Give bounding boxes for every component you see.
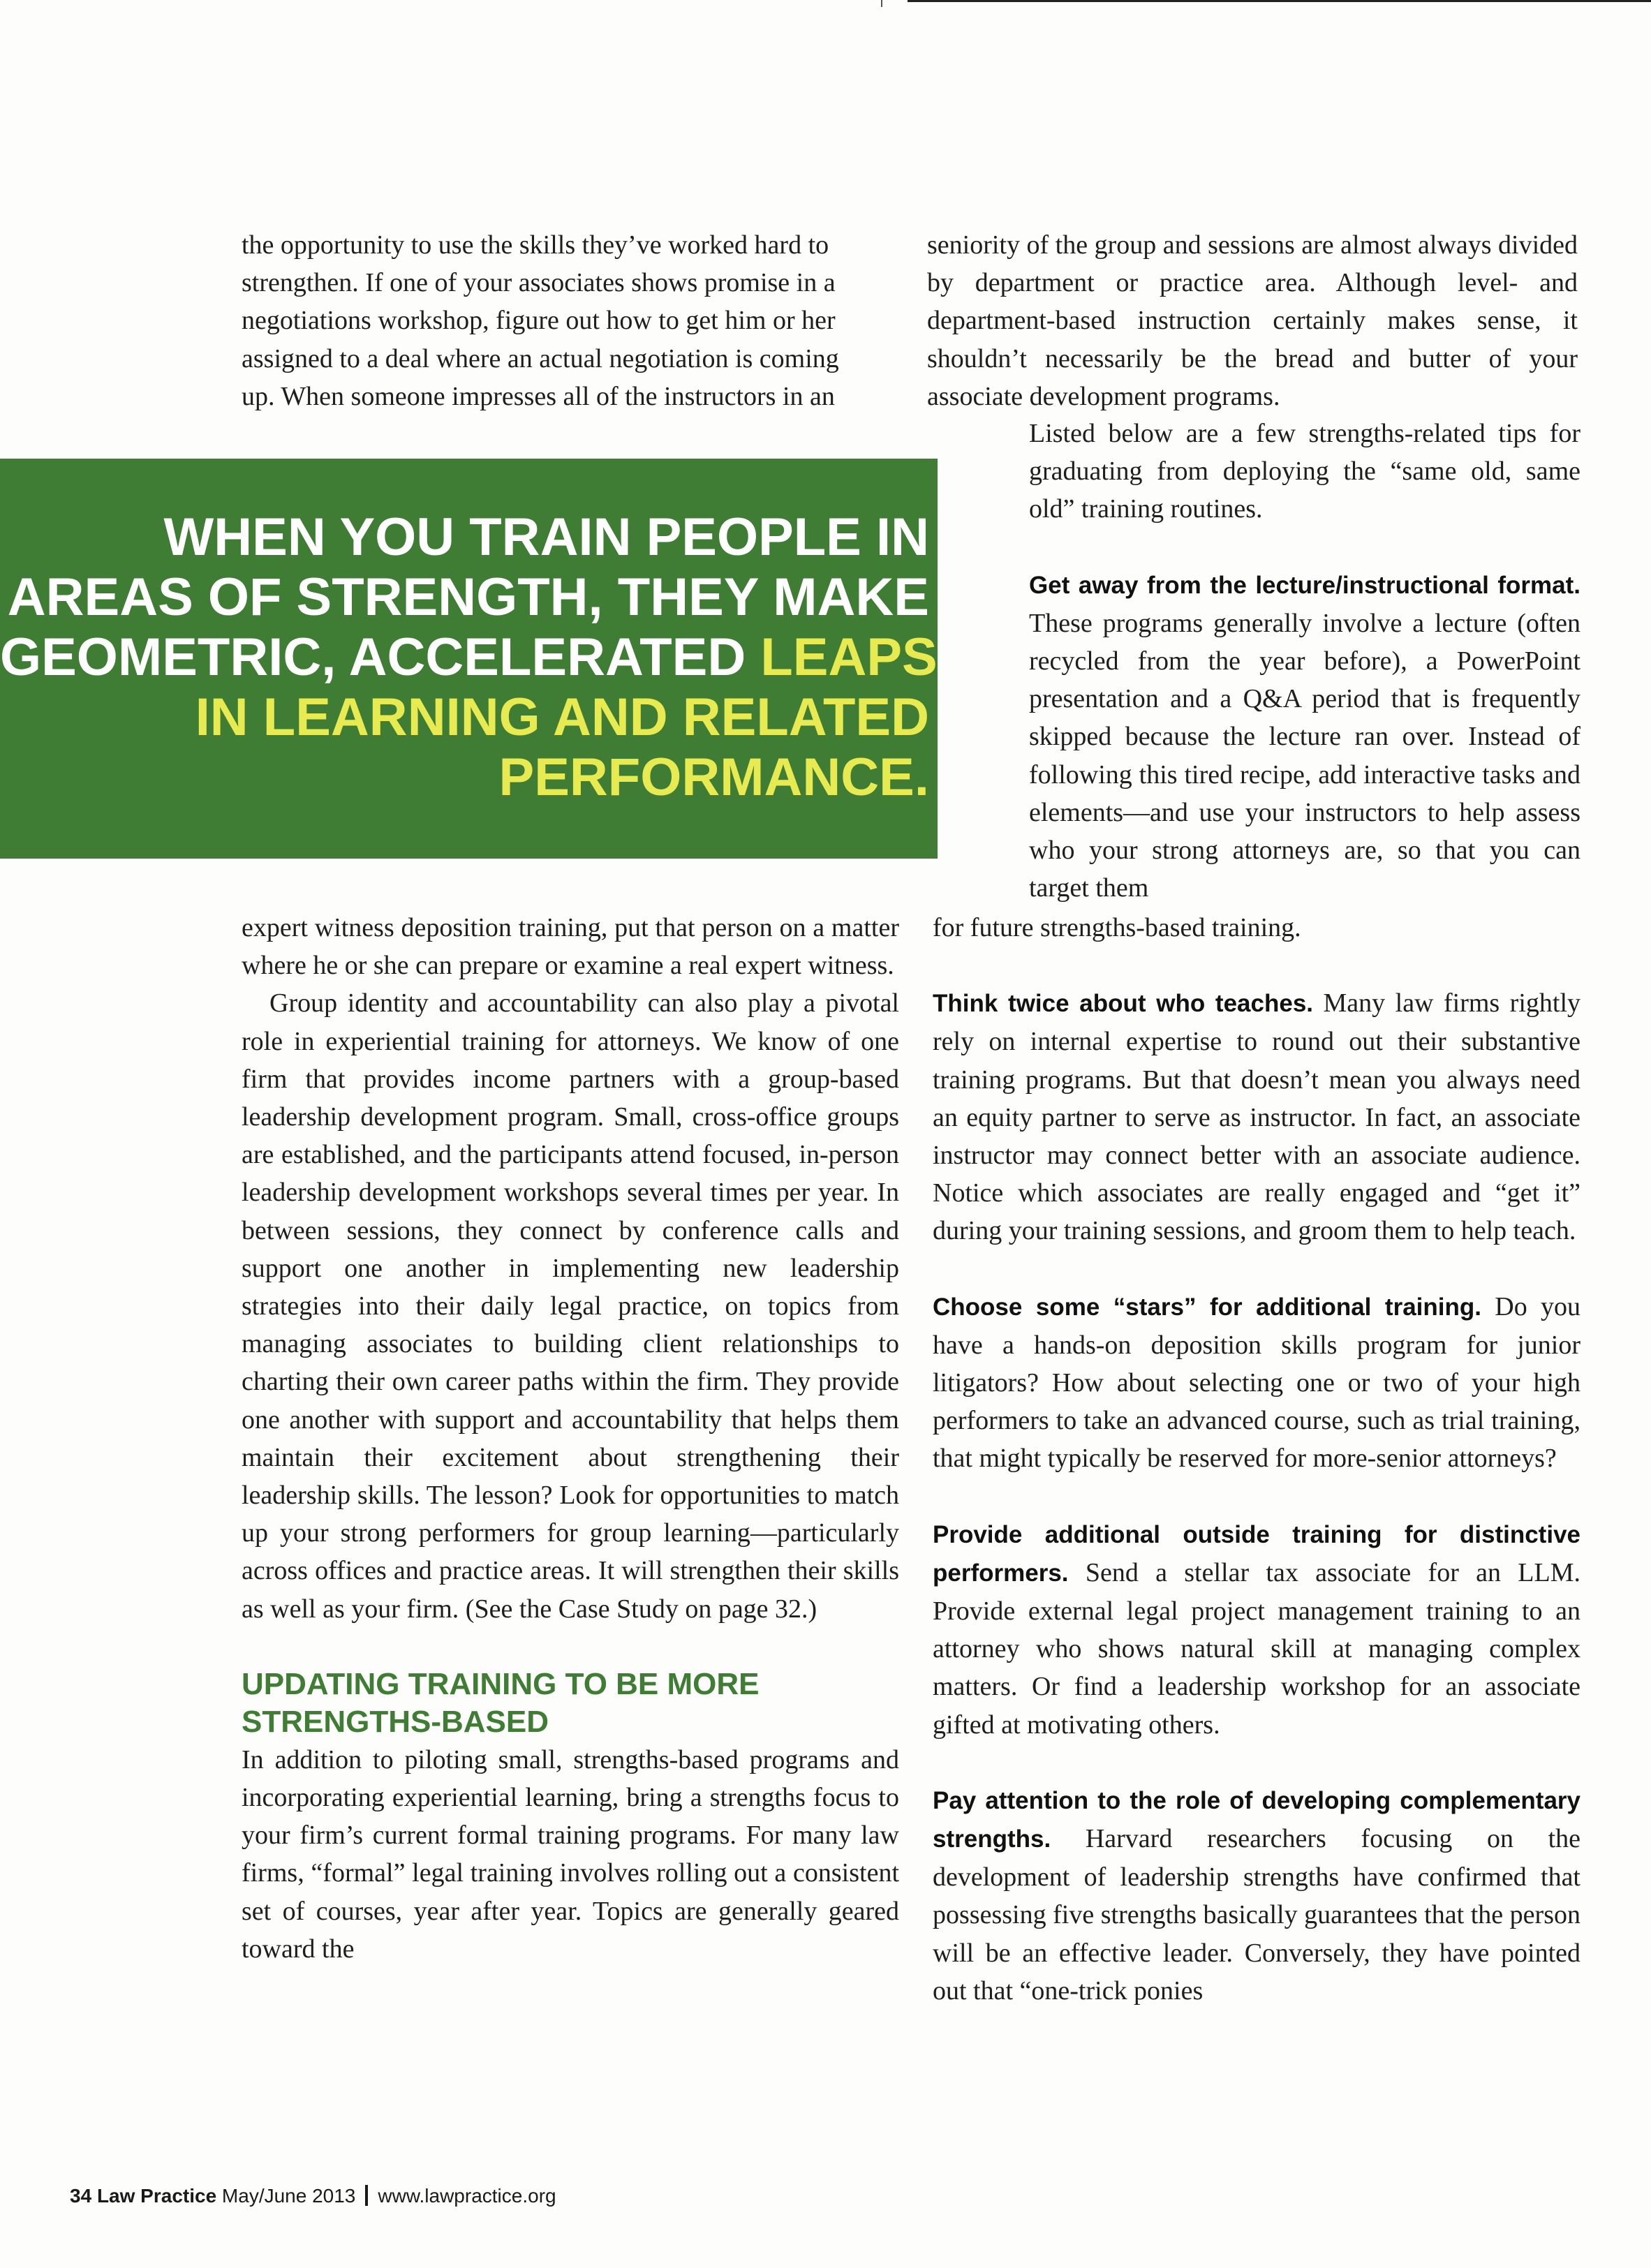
top-rule <box>908 0 1651 2</box>
right-column-body <box>933 909 1580 2010</box>
pull-quote-highlight: IN LEARNING AND RELATED <box>195 688 929 747</box>
section-heading-line: UPDATING TRAINING TO BE MORE <box>242 1666 760 1701</box>
issue-date: May/June 2013 <box>221 2185 356 2207</box>
tip-paragraph <box>933 984 1580 1250</box>
tip-body: Harvard researchers focusing on the development of leadership strengths have confirmed that possessing five strengths basically guarantees that the person will be an effective leader. Conversely, they have pointed out that “one-trick ponies <box>933 1824 1580 2006</box>
tip-body: These programs generally involve a lecture (often recycled from the year before), a PowerPoint presentation and a Q&A period that is frequently skipped because the lecture ran over. Instead of following this tired recipe, add interactive tasks and elements—and use your instructors to help assess who your strong attorneys are, so that you can target them <box>1029 608 1580 903</box>
body-paragraph: Group identity and accountability can also play a pivotal role in experiential training for attorneys. We know of one firm that provides income partners with a group-based leadership development program. Small, cross-office groups are established, and the participants attend focused, in-person leadership development workshops several times per year. In between sessions, they connect by conference calls and support one another in implementing new leadership strategies into their daily legal practice, on topics from managing associates to building client relationships to charting their own career paths within the firm. They provide one another with support and accountability that helps them maintain their excitement about strengthening their leadership skills. The lesson? Look for opportunities to match up your strong performers for group learning—particularly across offices and practice areas. It will strengthen their skills as well as your firm. (See the Case Study on page 32.) <box>242 988 899 1624</box>
body-paragraph: expert witness deposition training, put that person on a matter where he or she can prepare or examine a real expert witness. <box>242 913 899 981</box>
body-line: strengthen. If one of your associates shows promise in a <box>242 268 836 298</box>
tip-paragraph <box>933 1288 1580 1478</box>
body-line: up. When someone impresses all of the instructors in an <box>242 381 835 411</box>
pull-quote-line <box>0 628 938 688</box>
pull-quote-text: GEOMETRIC, ACCELERATED <box>0 628 761 687</box>
tip-lead: Pay attention to the role of developing complementary strengths. <box>933 1786 1580 1853</box>
section-heading <box>242 1666 899 1741</box>
tip-paragraph <box>933 1781 1580 2010</box>
footer-url: www.lawpractice.org <box>378 2185 556 2207</box>
crop-mark <box>881 0 882 7</box>
pull-quote <box>0 459 938 859</box>
tip-lead: Get away from the lecture/instructional format. <box>1029 571 1580 599</box>
body-paragraph: In addition to piloting small, strengths-based programs and incorporating experiential learning, bring a strengths focus to your firm’s current formal training programs. For many law firms, “formal” legal training involves rolling out a consistent set of courses, year after year. Topics are generally geared toward the <box>242 1744 899 1964</box>
pull-quote-highlight: PERFORMANCE. <box>498 748 929 807</box>
right-column-top <box>927 226 1578 415</box>
body-line: the opportunity to use the skills they’ve worked hard to <box>242 230 829 260</box>
section-heading-line: STRENGTHS-BASED <box>242 1704 549 1739</box>
body-paragraph: seniority of the group and sessions are almost always divided by department or practice area. Although level- and department-based instruction certainly makes sense, it shouldn’t necessarily be the bread and butter of your associate development programs. <box>927 230 1578 411</box>
footer-divider <box>365 2185 368 2206</box>
left-column-top <box>242 226 892 415</box>
body-line: for future strengths-based training. <box>933 913 1301 942</box>
body-line: negotiations workshop, figure out how to get him or her <box>242 306 836 336</box>
tip-lead: Choose some “stars” for additional training. <box>933 1293 1481 1321</box>
tip-paragraph <box>1029 566 1580 907</box>
page-number: 34 <box>70 2185 92 2207</box>
pull-quote-line: WHEN YOU TRAIN PEOPLE IN <box>163 507 929 567</box>
pull-quote-line: AREAS OF STRENGTH, THEY MAKE <box>7 568 929 627</box>
tip-lead: Think twice about who teaches. <box>933 990 1314 1018</box>
tip-body: Send a stellar tax associate for an LLM. Provide external legal project management training to an attorney who shows natural skill at managing complex matters. Or find a leadership workshop for an associate gifted at motivating others. <box>933 1557 1581 1740</box>
right-column-wrap <box>1029 415 1580 907</box>
publication-name: Law Practice <box>96 2185 217 2207</box>
pull-quote-highlight: LEAPS <box>760 628 938 687</box>
left-column-body <box>242 909 899 1968</box>
tip-body: Many law firms rightly rely on internal expertise to round out their substantive training programs. But that doesn’t mean you always need an equity partner to serve as instructor. In fact, an associate instructor may connect better with an associate audience. Notice which associates are really engaged and “get it” during your training sessions, and groom them to help teach. <box>933 988 1581 1246</box>
tip-body: Do you have a hands-on deposition skills program for junior litigators? How about selecting one or two of your high performers to take an advanced course, such as trial training, that might typically be reserved for more-senior attorneys? <box>933 1291 1580 1474</box>
page-footer <box>70 2185 556 2207</box>
body-line: assigned to a deal where an actual negotiation is coming <box>242 343 839 373</box>
tip-paragraph <box>933 1515 1580 1744</box>
body-paragraph: Listed below are a few strengths-related tips for graduating from deploying the “same old, same old” training routines. <box>1029 419 1580 524</box>
tip-lead: Provide additional outside training for distinctive performers. <box>933 1520 1580 1587</box>
